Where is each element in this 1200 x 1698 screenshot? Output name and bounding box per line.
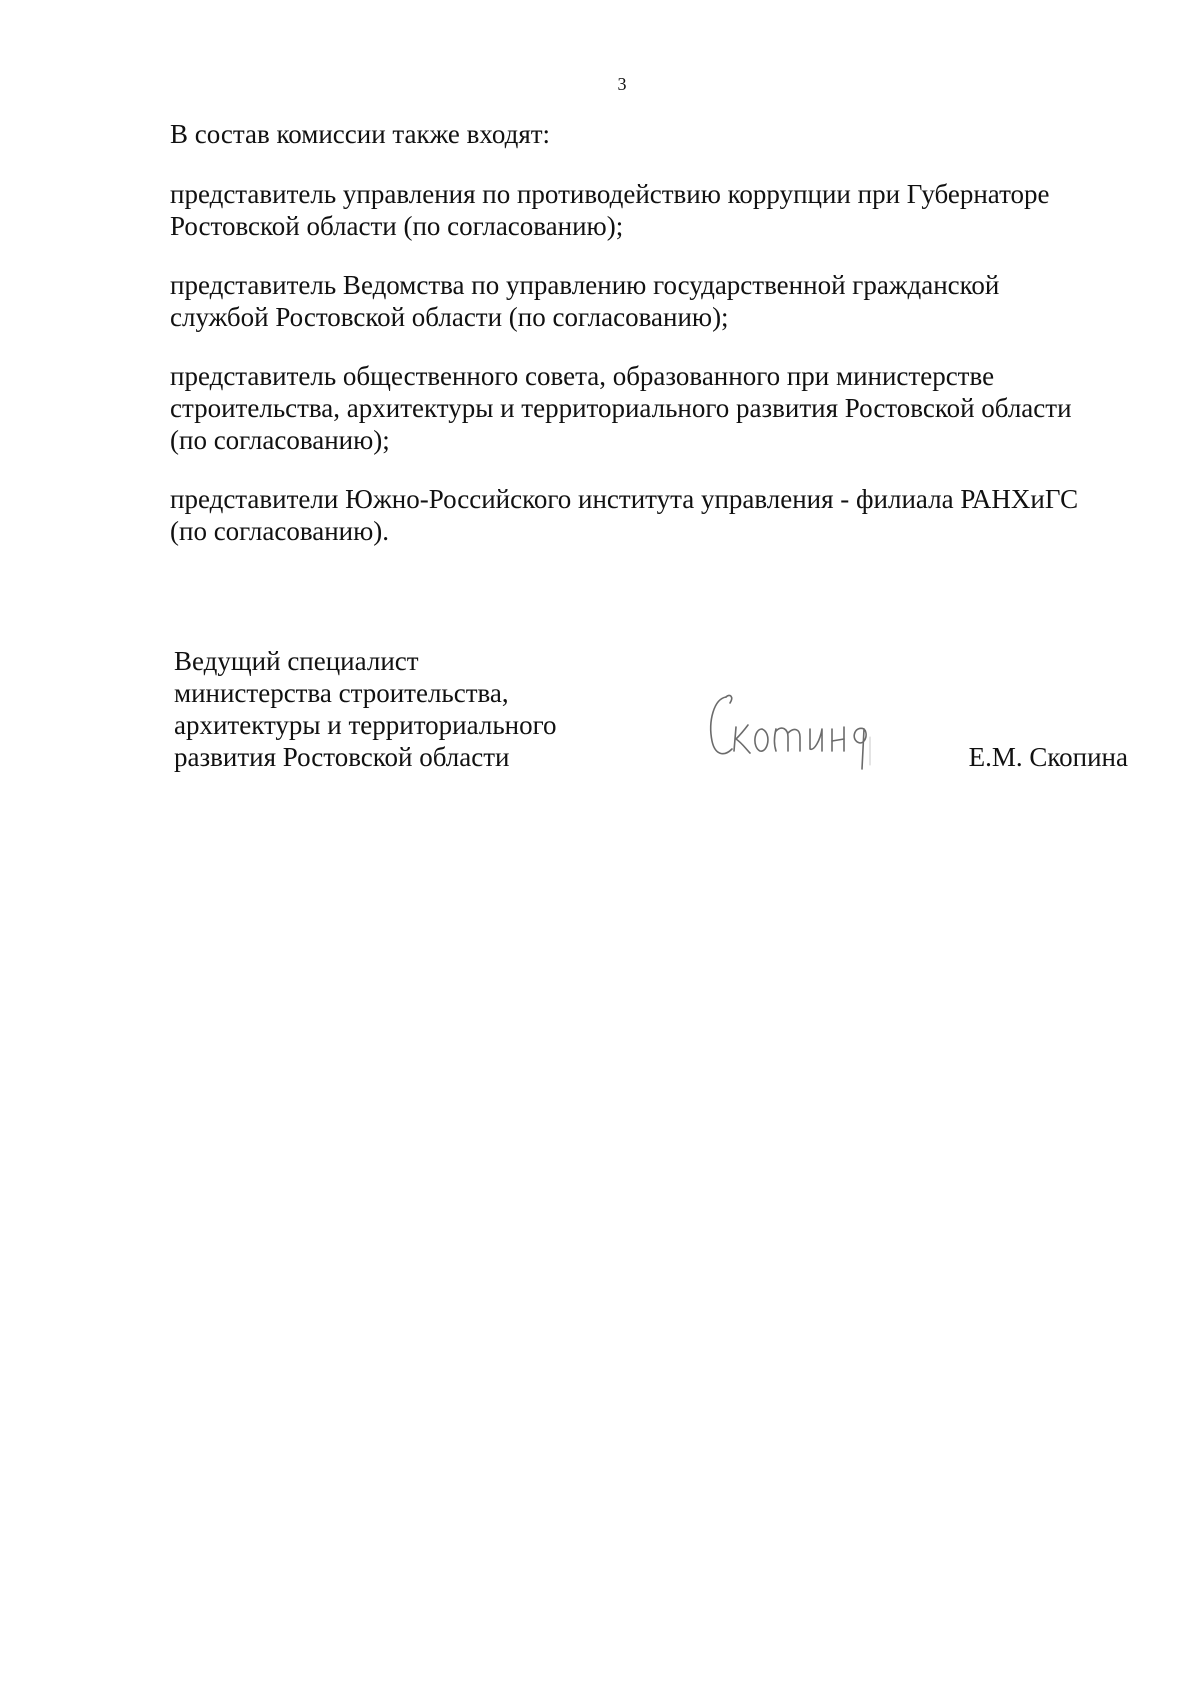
member-line: представитель Ведомства по управлению государственной гражданской: [170, 270, 1000, 300]
member-line: представитель общественного совета, образованного при министерстве: [170, 361, 995, 391]
member-line: строительства, архитектуры и территориального развития Ростовской области: [170, 393, 1072, 423]
member-item: [170, 360, 1140, 456]
member-line: (по согласованию).: [170, 516, 390, 546]
member-item: [170, 483, 1140, 547]
signer-position: [174, 645, 557, 773]
member-item: [170, 269, 1140, 333]
member-line: (по согласованию);: [170, 425, 390, 455]
handwritten-signature: [704, 685, 874, 775]
signer-position-line: архитектуры и территориального: [174, 710, 557, 740]
commission-intro: В состав комиссии также входят:: [170, 119, 551, 149]
signer-position-line: министерства строительства,: [174, 678, 509, 708]
page-number: 3: [617, 74, 627, 94]
document-body: [170, 118, 1140, 574]
signature-block: [174, 645, 1134, 785]
member-line: представители Южно-Российского института управления - филиала РАНХиГС: [170, 484, 1079, 514]
member-line: службой Ростовской области (по согласованию);: [170, 302, 729, 332]
member-line: представитель управления по противодействию коррупции при Губернаторе: [170, 179, 1050, 209]
signer-position-line: Ведущий специалист: [174, 646, 419, 676]
signer-name: Е.М. Скопина: [968, 742, 1128, 772]
signer-position-line: развития Ростовской области: [174, 742, 510, 772]
member-line: Ростовской области (по согласованию);: [170, 211, 624, 241]
member-item: [170, 178, 1140, 242]
